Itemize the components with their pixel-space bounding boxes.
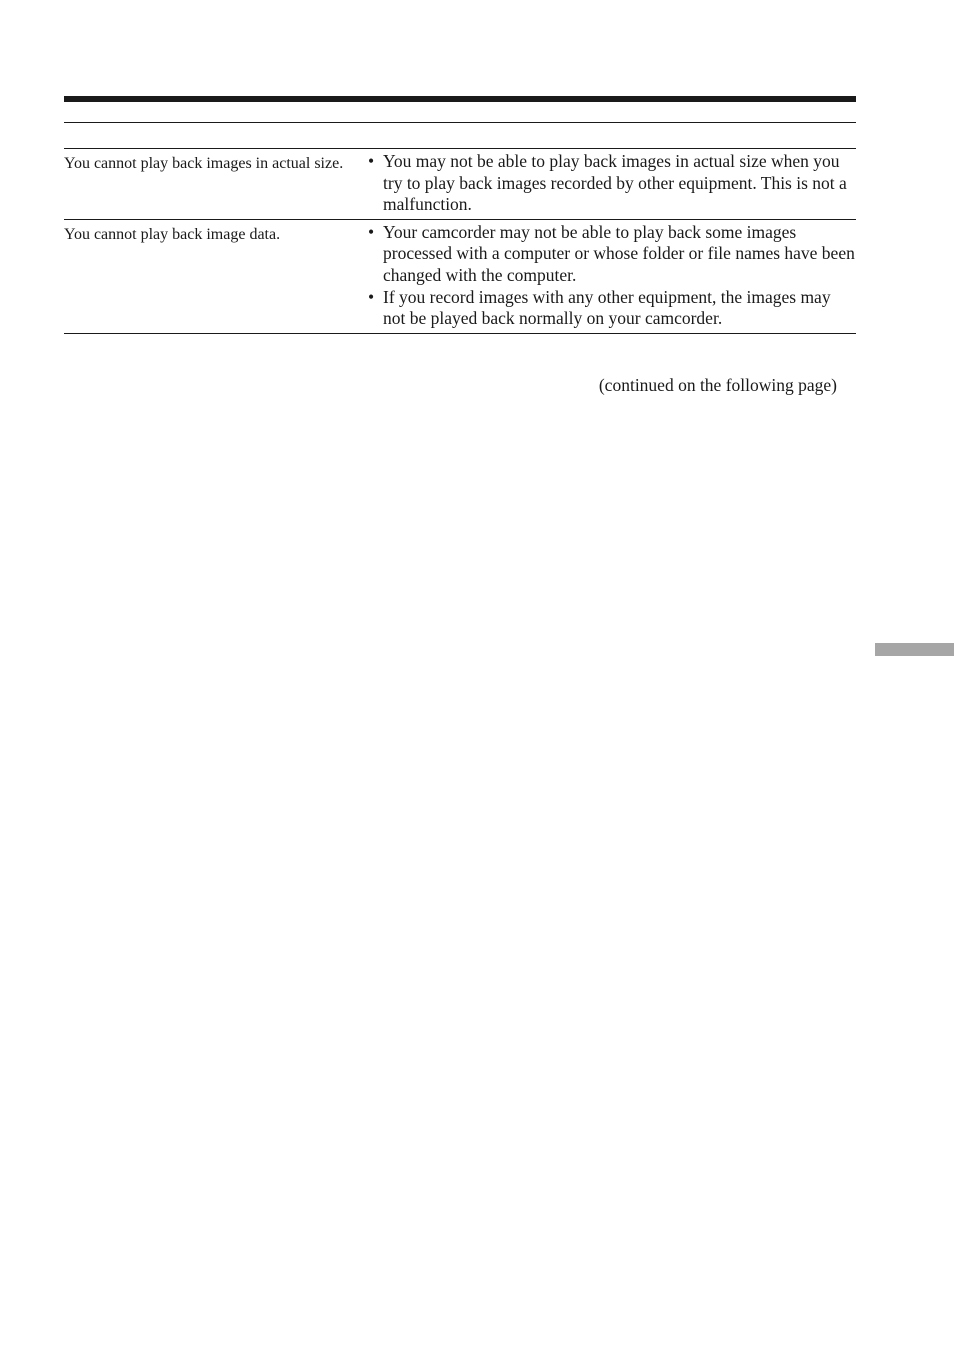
remedy-item (365, 287, 856, 330)
symptom-cell: You cannot play back images in actual size. (64, 155, 344, 172)
remedy-text: Your camcorder may not be able to play back some images processed with a computer or whose folder or file names have been changed with the computer. (383, 221, 855, 285)
table-row (64, 149, 856, 220)
troubleshooting-table (64, 148, 856, 334)
table-header-rule (64, 122, 856, 123)
remedy-item (365, 222, 856, 287)
remedy-text: If you record images with any other equipment, the images may not be played back normally on your camcorder. (383, 286, 831, 329)
remedy-cell (365, 222, 856, 330)
continued-note: (continued on the following page) (598, 375, 837, 395)
symptom-cell: You cannot play back image data. (64, 225, 281, 243)
bullet-icon: • (368, 151, 375, 171)
bullet-icon: • (368, 286, 375, 307)
remedy-cell (365, 151, 856, 216)
remedy-item (365, 151, 856, 216)
table-row (64, 220, 856, 334)
top-heading-rule (64, 96, 856, 102)
bullet-icon: • (368, 221, 375, 242)
section-side-tab (875, 643, 954, 656)
remedy-text: You may not be able to play back images in actual size when you try to play back images recorded by other equipment. This is not a malfunction. (383, 151, 847, 215)
